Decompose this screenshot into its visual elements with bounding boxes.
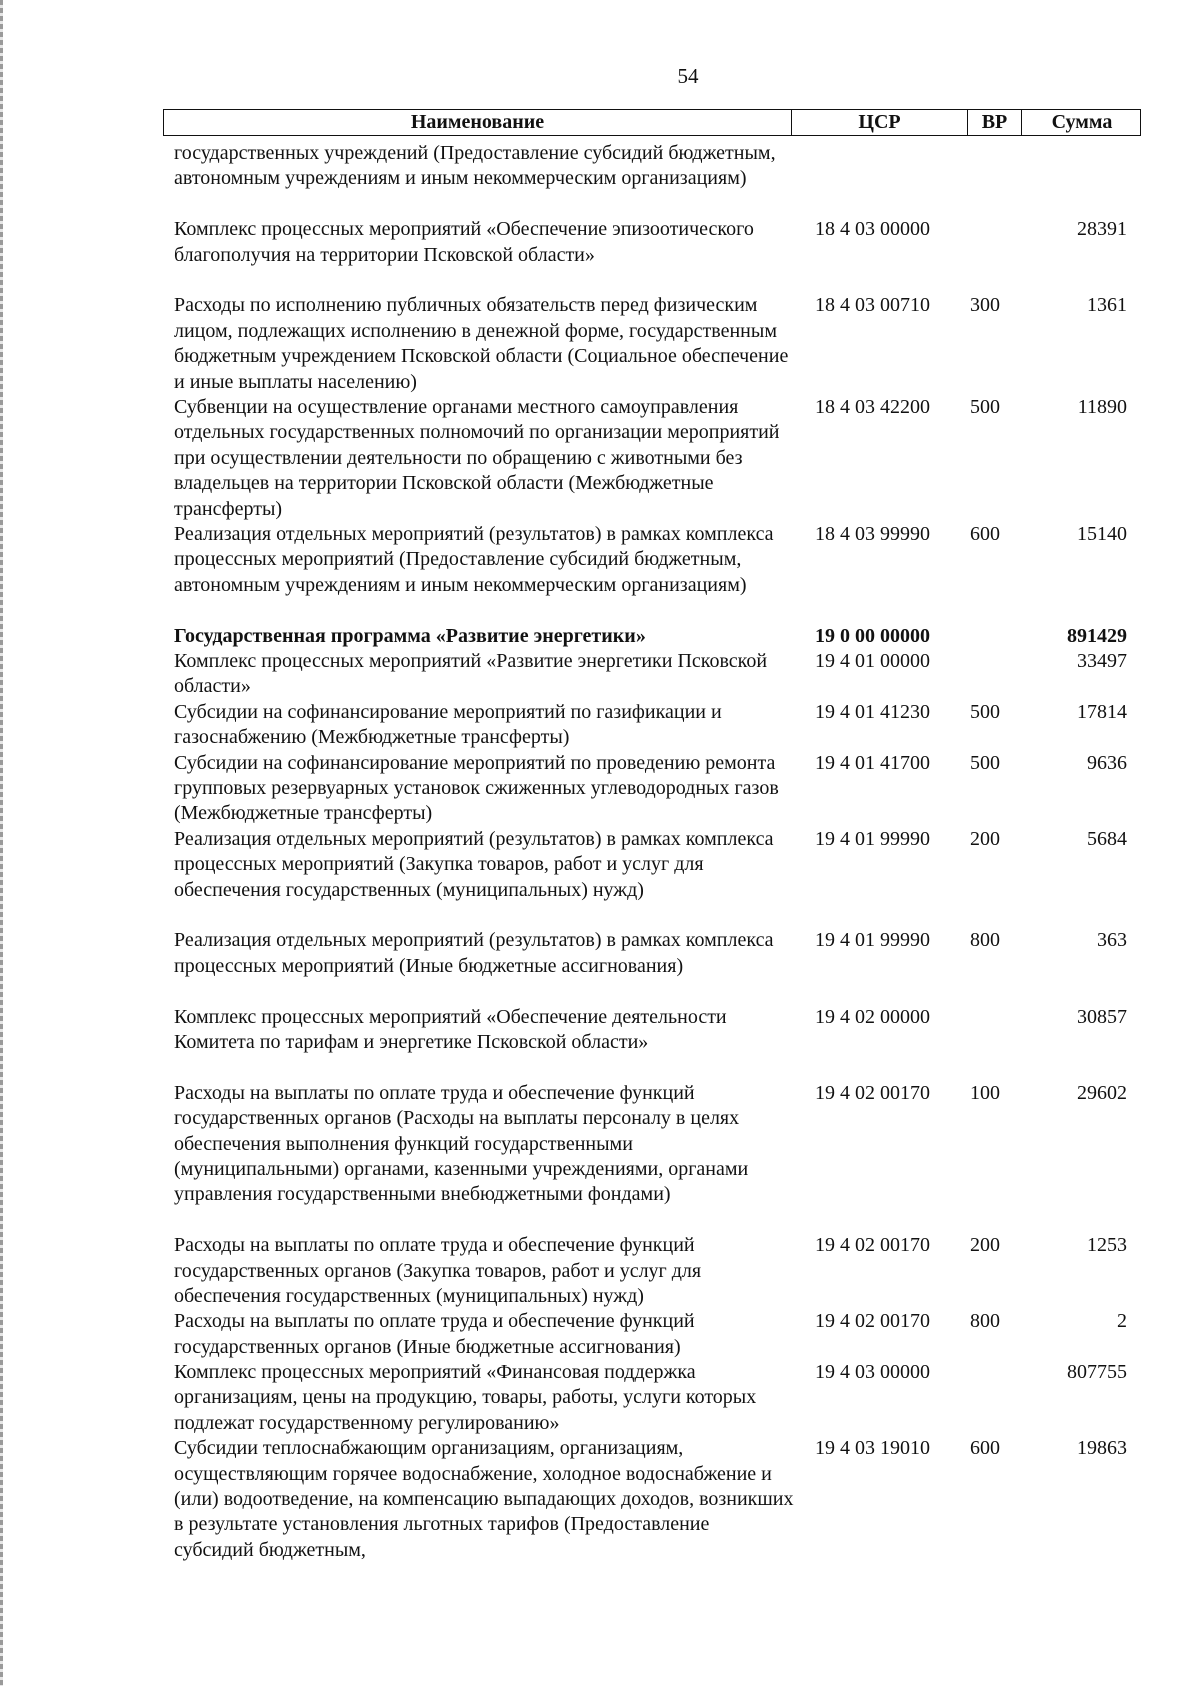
- row-csr: 19 4 02 00170: [815, 1081, 930, 1104]
- row-csr: 19 4 01 99990: [815, 929, 930, 952]
- table-row: [0, 928, 1200, 1004]
- row-name: Субсидии на софинансирование мероприятий по газификации и газоснабжению (Межбюджетные трансферты): [174, 700, 722, 749]
- row-sum: 891429: [1067, 624, 1127, 647]
- table-row: [0, 624, 1200, 649]
- row-csr: 19 4 01 00000: [815, 649, 930, 672]
- table-row: [0, 1081, 1200, 1233]
- row-sum: 363: [1097, 929, 1127, 952]
- row-sum: 1253: [1087, 1234, 1127, 1257]
- row-csr: 19 4 01 41230: [815, 700, 930, 723]
- row-name: Реализация отдельных мероприятий (результатов) в рамках комплекса процессных мероприятий (Предоставление субсидий бюджетным, автономным учреждениям и иным некоммерческим организациям): [174, 522, 774, 596]
- row-csr: 18 4 03 00710: [815, 294, 930, 317]
- row-vr: 800: [970, 929, 1000, 952]
- table-row: [0, 1436, 1200, 1563]
- row-sum: 2: [1117, 1310, 1127, 1333]
- row-name: Комплекс процессных мероприятий «Обеспечение деятельности Комитета по тарифам и энергетике Псковской области»: [174, 1005, 727, 1053]
- table-row: [0, 649, 1200, 700]
- table-row: [0, 395, 1200, 522]
- row-sum: 11890: [1077, 395, 1127, 418]
- row-name: Комплекс процессных мероприятий «Развитие энергетики Псковской области»: [174, 649, 768, 698]
- row-sum: 9636: [1087, 751, 1127, 774]
- row-vr: 100: [970, 1081, 1000, 1104]
- table-row: [0, 217, 1200, 293]
- row-vr: 200: [970, 827, 1000, 850]
- row-csr: 19 4 02 00170: [815, 1234, 930, 1257]
- row-name: Расходы по исполнению публичных обязательств перед физическим лицом, подлежащих исполнению в денежной форме, государственным бюджетным учреждением Псковской области (Социальное обеспечение и иные выплаты населению): [174, 294, 789, 393]
- row-sum: 807755: [1067, 1361, 1127, 1384]
- row-name: Расходы на выплаты по оплате труда и обеспечение функций государственных органов (Закупка товаров, работ и услуг для обеспечения государственных (муниципальных) нужд): [174, 1234, 702, 1307]
- header-sum: Сумма: [1051, 111, 1113, 133]
- row-sum: 28391: [1077, 218, 1127, 241]
- table-row: [0, 1005, 1200, 1081]
- row-sum: 29602: [1077, 1081, 1127, 1104]
- row-name: государственных учреждений (Предоставление субсидий бюджетным, автономным учреждениям и иным некоммерческим организациям): [174, 142, 776, 190]
- table-row: [0, 141, 1200, 217]
- table-row: [0, 293, 1200, 395]
- row-csr: 19 4 01 99990: [815, 827, 930, 850]
- row-vr: 800: [970, 1310, 1000, 1333]
- row-vr: 300: [970, 294, 1000, 317]
- row-csr: 19 4 01 41700: [815, 751, 930, 774]
- row-vr: 500: [970, 751, 1000, 774]
- table-row: [0, 1309, 1200, 1360]
- row-name: Субвенции на осуществление органами местного самоуправления отдельных государственных полномочий по организации мероприятий при осуществлении деятельности по обращению с животными без владельцев на территории Псковской области (Межбюджетные трансферты): [174, 395, 780, 520]
- row-csr: 18 4 03 99990: [815, 522, 930, 545]
- row-name: Субсидии теплоснабжающим организациям, организациям, осуществляющим горячее водоснабжение, холодное водоснабжение и (или) водоотведение, на компенсацию выпадающих доходов, возникших в результате установления льготных тарифов (Предоставление субсидий бюджетным,: [174, 1437, 794, 1561]
- table-row: [0, 827, 1200, 929]
- header-name: Наименование: [164, 110, 792, 135]
- row-sum: 30857: [1077, 1005, 1127, 1028]
- page-number: 54: [677, 64, 699, 88]
- table-body: [0, 141, 1200, 1563]
- row-sum: 19863: [1077, 1437, 1127, 1460]
- row-csr: 19 0 00 00000: [815, 624, 930, 647]
- row-name: Реализация отдельных мероприятий (результатов) в рамках комплекса процессных мероприятий (Иные бюджетные ассигнования): [174, 929, 774, 977]
- row-vr: 500: [970, 700, 1000, 723]
- row-csr: 19 4 03 19010: [815, 1437, 930, 1460]
- row-csr: 19 4 02 00170: [815, 1310, 930, 1333]
- row-name: Комплекс процессных мероприятий «Финансовая поддержка организациям, цены на продукцию, товары, работы, услуги которых подлежат государственному регулированию»: [174, 1361, 757, 1434]
- row-vr: 200: [970, 1234, 1000, 1257]
- table-row: [0, 700, 1200, 751]
- row-vr: 600: [970, 1437, 1000, 1460]
- row-sum: 1361: [1087, 294, 1127, 317]
- row-sum: 5684: [1087, 827, 1127, 850]
- table-row: [0, 1360, 1200, 1436]
- row-name: Комплекс процессных мероприятий «Обеспечение эпизоотического благополучия на территории Псковской области»: [174, 218, 754, 266]
- row-name: Расходы на выплаты по оплате труда и обеспечение функций государственных органов (Расходы на выплаты персоналу в целях обеспечения выполнения функций государственными (муниципальными) органами, казенными учреждениями, органами управления государственными внебюджетными фондами): [174, 1081, 749, 1206]
- row-csr: 19 4 02 00000: [815, 1005, 930, 1028]
- table-row: [0, 1233, 1200, 1309]
- row-sum: 17814: [1077, 700, 1127, 723]
- row-sum: 15140: [1077, 522, 1127, 545]
- header-vr: ВР: [968, 110, 1022, 135]
- row-csr: 18 4 03 00000: [815, 218, 930, 241]
- row-name: Расходы на выплаты по оплате труда и обеспечение функций государственных органов (Иные бюджетные ассигнования): [174, 1310, 695, 1358]
- row-sum: 33497: [1077, 649, 1127, 672]
- table-row: [0, 751, 1200, 827]
- row-csr: 18 4 03 42200: [815, 395, 930, 418]
- row-csr: 19 4 03 00000: [815, 1361, 930, 1384]
- row-name: Реализация отдельных мероприятий (результатов) в рамках комплекса процессных мероприятий (Закупка товаров, работ и услуг для обеспечения государственных (муниципальных) нужд): [174, 827, 774, 901]
- row-vr: 600: [970, 522, 1000, 545]
- header-csr: ЦСР: [792, 110, 968, 135]
- row-vr: 500: [970, 395, 1000, 418]
- row-name: Государственная программа «Развитие энергетики»: [174, 624, 646, 647]
- table-header: [163, 109, 1141, 136]
- row-name: Субсидии на софинансирование мероприятий по проведению ремонта групповых резервуарных установок сжиженных углеводородных газов (Межбюджетные трансферты): [174, 751, 779, 825]
- table-row: [0, 522, 1200, 624]
